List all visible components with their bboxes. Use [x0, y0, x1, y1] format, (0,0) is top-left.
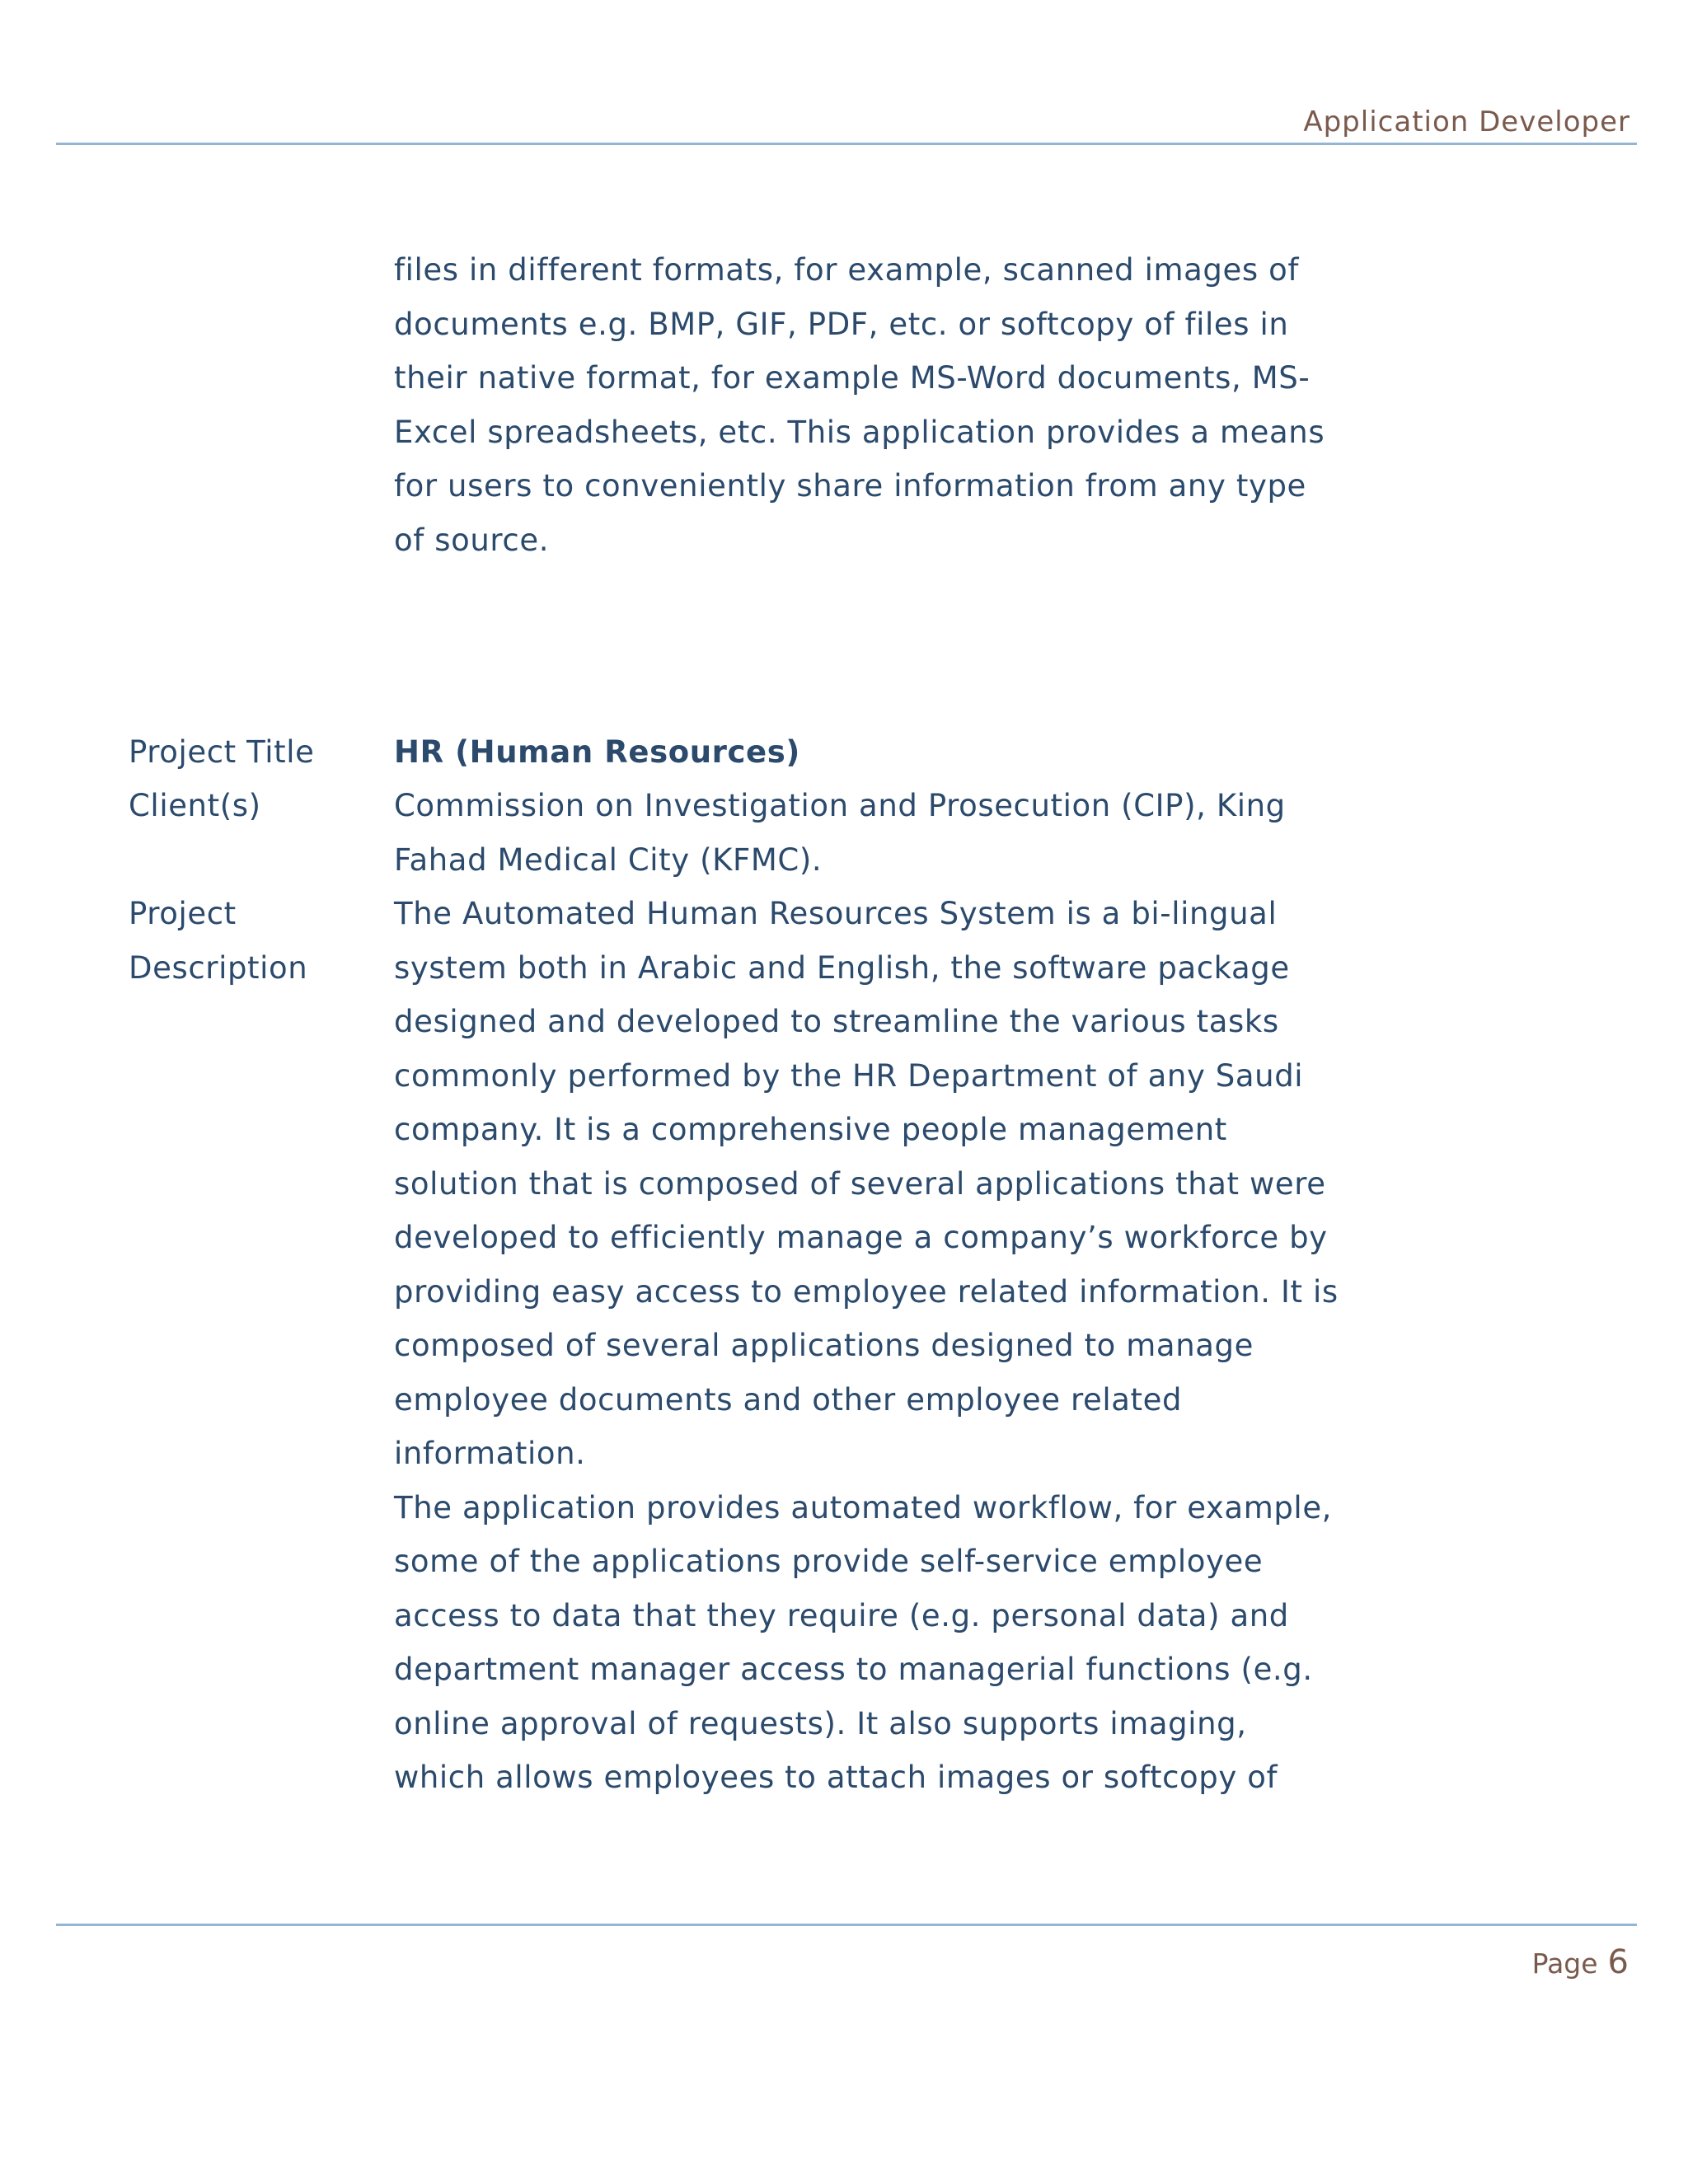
- description-line: some of the applications provide self-service employee: [394, 1544, 1264, 1579]
- description-line: solution that is composed of several applications that were: [394, 1165, 1326, 1202]
- description-line: designed and developed to streamline the various tasks: [394, 1004, 1279, 1039]
- continuation-line: files in different formats, for example, scanned images of: [394, 252, 1299, 288]
- continuation-paragraph: [394, 243, 1342, 567]
- page-label: Page: [1531, 1947, 1598, 1980]
- description-line: information.: [394, 1436, 586, 1471]
- description-line: employee documents and other employee related: [394, 1381, 1183, 1418]
- project-description-label: [129, 887, 376, 995]
- running-header-title: Application Developer: [1303, 105, 1630, 138]
- page-number: [1532, 1943, 1629, 1981]
- description-line: access to data that they require (e.g. personal data) and: [394, 1597, 1289, 1633]
- description-line: company. It is a comprehensive people management: [394, 1112, 1227, 1147]
- description-label-line: Description: [129, 949, 308, 986]
- clients-value: [394, 779, 1342, 887]
- description-line: online approval of requests). It also supports imaging,: [394, 1705, 1247, 1741]
- clients-label: Client(s): [129, 788, 261, 823]
- footer-divider: [56, 1924, 1637, 1926]
- description-line: The Automated Human Resources System is a bi-lingual: [394, 896, 1278, 931]
- description-line: department manager access to managerial functions (e.g.: [394, 1652, 1313, 1687]
- description-line: composed of several applications designed to manage: [394, 1328, 1254, 1363]
- project-description-text: [394, 887, 1342, 1805]
- description-line: providing easy access to employee related information. It is: [394, 1273, 1339, 1310]
- project-title-label: Project Title: [129, 734, 315, 770]
- page-number-value: 6: [1607, 1943, 1629, 1981]
- description-line: which allows employees to attach images or softcopy of: [394, 1760, 1278, 1795]
- header-divider: [56, 143, 1637, 145]
- clients-line: Fahad Medical City (KFMC).: [394, 841, 823, 878]
- project-title-value: HR (Human Resources): [394, 734, 800, 770]
- continuation-line: their native format, for example MS-Word documents, MS-: [394, 360, 1311, 396]
- description-line: developed to efficiently manage a company’s workforce by: [394, 1220, 1328, 1255]
- description-line: commonly performed by the HR Department of any Saudi: [394, 1057, 1304, 1094]
- clients-line: Commission on Investigation and Prosecution (CIP), King: [394, 788, 1286, 823]
- description-line: The application provides automated workflow, for example,: [394, 1489, 1333, 1526]
- continuation-line: of source.: [394, 522, 550, 558]
- description-label-line: Project: [129, 896, 237, 931]
- continuation-line: documents e.g. BMP, GIF, PDF, etc. or softcopy of files in: [394, 306, 1289, 342]
- continuation-line: Excel spreadsheets, etc. This application provides a means: [394, 414, 1325, 450]
- description-line: system both in Arabic and English, the software package: [394, 949, 1290, 986]
- continuation-line: for users to conveniently share information from any type: [394, 468, 1306, 504]
